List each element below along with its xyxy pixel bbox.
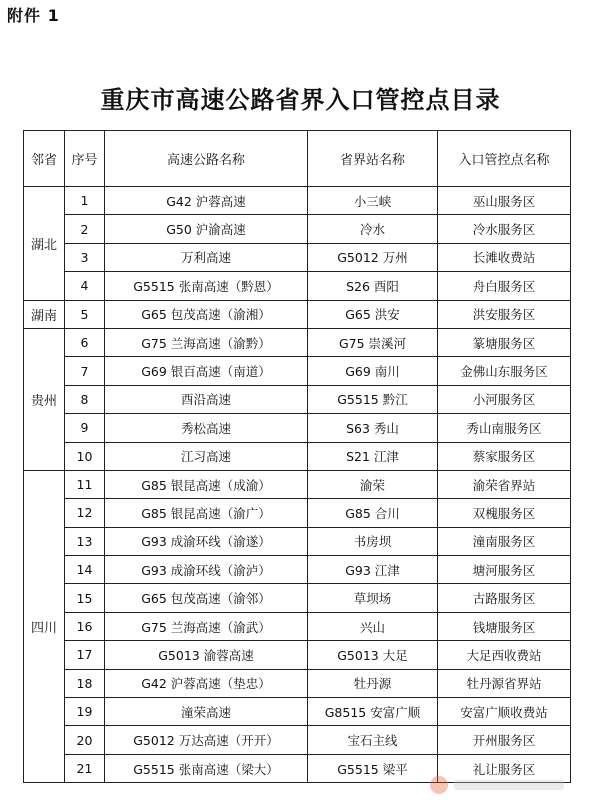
station-cell: S26 酉阳 — [308, 272, 438, 300]
watermark — [430, 774, 580, 796]
highway-cell: G42 沪蓉高速 — [105, 187, 308, 215]
station-cell: G85 合川 — [308, 499, 438, 527]
station-cell: 小三峡 — [308, 187, 438, 215]
checkpoint-cell: 秀山南服务区 — [438, 414, 571, 442]
highway-cell: G50 沪渝高速 — [105, 215, 308, 243]
station-cell: 兴山 — [308, 612, 438, 640]
seq-cell: 1 — [65, 187, 105, 215]
seq-cell: 21 — [65, 754, 105, 782]
station-cell: 冷水 — [308, 215, 438, 243]
station-cell: G5012 万州 — [308, 243, 438, 271]
station-cell: G5515 黔江 — [308, 385, 438, 413]
station-cell: 渝荣 — [308, 470, 438, 498]
station-cell: G5515 梁平 — [308, 754, 438, 782]
table-row — [24, 328, 571, 356]
table-row — [24, 300, 571, 328]
header-station: 省界站名称 — [308, 131, 438, 187]
station-cell: 草坝场 — [308, 584, 438, 612]
highway-cell: G93 成渝环线（渝遂） — [105, 527, 308, 555]
province-cell: 湖南 — [24, 300, 65, 328]
highway-cell: G65 包茂高速（渝湘） — [105, 300, 308, 328]
checkpoint-cell: 安富广顺收费站 — [438, 698, 571, 726]
header-highway: 高速公路名称 — [105, 131, 308, 187]
watermark-text-block — [454, 780, 564, 790]
station-cell: 牡丹源 — [308, 669, 438, 697]
checkpoint-cell: 古路服务区 — [438, 584, 571, 612]
table-row — [24, 272, 571, 300]
checkpoint-cell: 开州服务区 — [438, 726, 571, 754]
checkpoint-cell: 礼让服务区 — [438, 754, 571, 782]
province-cell: 贵州 — [24, 328, 65, 470]
checkpoint-cell: 牡丹源省界站 — [438, 669, 571, 697]
table-row — [24, 243, 571, 271]
table-row — [24, 641, 571, 669]
seq-cell: 19 — [65, 698, 105, 726]
highway-cell: G42 沪蓉高速（垫忠） — [105, 669, 308, 697]
seq-cell: 12 — [65, 499, 105, 527]
highway-cell: G5515 张南高速（梁大） — [105, 754, 308, 782]
table-body — [24, 187, 571, 783]
seq-cell: 6 — [65, 328, 105, 356]
highway-cell: G85 银昆高速（渝广） — [105, 499, 308, 527]
station-cell: S21 江津 — [308, 442, 438, 470]
checkpoint-cell: 洪安服务区 — [438, 300, 571, 328]
seq-cell: 5 — [65, 300, 105, 328]
station-cell: 宝石主线 — [308, 726, 438, 754]
table-row — [24, 584, 571, 612]
header-checkpoint: 入口管控点名称 — [438, 131, 571, 187]
table-header-row — [24, 131, 571, 187]
highway-cell: 潼荣高速 — [105, 698, 308, 726]
checkpoint-cell: 舟白服务区 — [438, 272, 571, 300]
highway-cell: G85 银昆高速（成渝） — [105, 470, 308, 498]
table-row — [24, 414, 571, 442]
seq-cell: 4 — [65, 272, 105, 300]
checkpoint-cell: 潼南服务区 — [438, 527, 571, 555]
seq-cell: 7 — [65, 357, 105, 385]
checkpoint-cell: 大足西收费站 — [438, 641, 571, 669]
table-row — [24, 215, 571, 243]
seq-cell: 18 — [65, 669, 105, 697]
seq-cell: 14 — [65, 556, 105, 584]
seq-cell: 13 — [65, 527, 105, 555]
highway-cell: G65 包茂高速（渝邻） — [105, 584, 308, 612]
highway-cell: G93 成渝环线（渝泸） — [105, 556, 308, 584]
highway-cell: 酉沿高速 — [105, 385, 308, 413]
station-cell: G65 洪安 — [308, 300, 438, 328]
checkpoint-cell: 塘河服务区 — [438, 556, 571, 584]
table-row — [24, 698, 571, 726]
highway-cell: G75 兰海高速（渝黔） — [105, 328, 308, 356]
highway-cell: G5012 万达高速（开开） — [105, 726, 308, 754]
seq-cell: 9 — [65, 414, 105, 442]
highway-cell: G69 银百高速（南道） — [105, 357, 308, 385]
highway-cell: 秀松高速 — [105, 414, 308, 442]
seq-cell: 15 — [65, 584, 105, 612]
table-row — [24, 187, 571, 215]
seq-cell: 16 — [65, 612, 105, 640]
province-cell: 湖北 — [24, 187, 65, 301]
table-row — [24, 669, 571, 697]
checkpoint-table — [23, 130, 571, 783]
checkpoint-cell: 冷水服务区 — [438, 215, 571, 243]
station-cell: 书房坝 — [308, 527, 438, 555]
table-row — [24, 357, 571, 385]
table-row — [24, 612, 571, 640]
table-row — [24, 385, 571, 413]
seq-cell: 17 — [65, 641, 105, 669]
checkpoint-cell: 蔡家服务区 — [438, 442, 571, 470]
highway-cell: G5515 张南高速（黔恩） — [105, 272, 308, 300]
seq-cell: 8 — [65, 385, 105, 413]
table-row — [24, 527, 571, 555]
station-cell: S63 秀山 — [308, 414, 438, 442]
station-cell: G75 崇溪河 — [308, 328, 438, 356]
table-row — [24, 442, 571, 470]
checkpoint-cell: 双槐服务区 — [438, 499, 571, 527]
table-row — [24, 499, 571, 527]
station-cell: G5013 大足 — [308, 641, 438, 669]
highway-cell: G5013 渝蓉高速 — [105, 641, 308, 669]
checkpoint-cell: 篆塘服务区 — [438, 328, 571, 356]
seq-cell: 3 — [65, 243, 105, 271]
watermark-logo-icon — [430, 776, 448, 794]
checkpoint-cell: 金佛山东服务区 — [438, 357, 571, 385]
checkpoint-cell: 长滩收费站 — [438, 243, 571, 271]
highway-cell: 江习高速 — [105, 442, 308, 470]
checkpoint-cell: 巫山服务区 — [438, 187, 571, 215]
table-row — [24, 470, 571, 498]
attachment-label: 附件 1 — [7, 6, 60, 25]
province-cell: 四川 — [24, 470, 65, 782]
highway-cell: 万利高速 — [105, 243, 308, 271]
header-seq: 序号 — [65, 131, 105, 187]
header-province: 邻省 — [24, 131, 65, 187]
table-row — [24, 726, 571, 754]
checkpoint-cell: 小河服务区 — [438, 385, 571, 413]
checkpoint-cell: 钱塘服务区 — [438, 612, 571, 640]
seq-cell: 10 — [65, 442, 105, 470]
station-cell: G93 江津 — [308, 556, 438, 584]
station-cell: G69 南川 — [308, 357, 438, 385]
document-title: 重庆市高速公路省界入口管控点目录 — [100, 85, 501, 114]
table-row — [24, 556, 571, 584]
seq-cell: 2 — [65, 215, 105, 243]
seq-cell: 11 — [65, 470, 105, 498]
checkpoint-cell: 渝荣省界站 — [438, 470, 571, 498]
seq-cell: 20 — [65, 726, 105, 754]
station-cell: G8515 安富广顺 — [308, 698, 438, 726]
highway-cell: G75 兰海高速（渝武） — [105, 612, 308, 640]
